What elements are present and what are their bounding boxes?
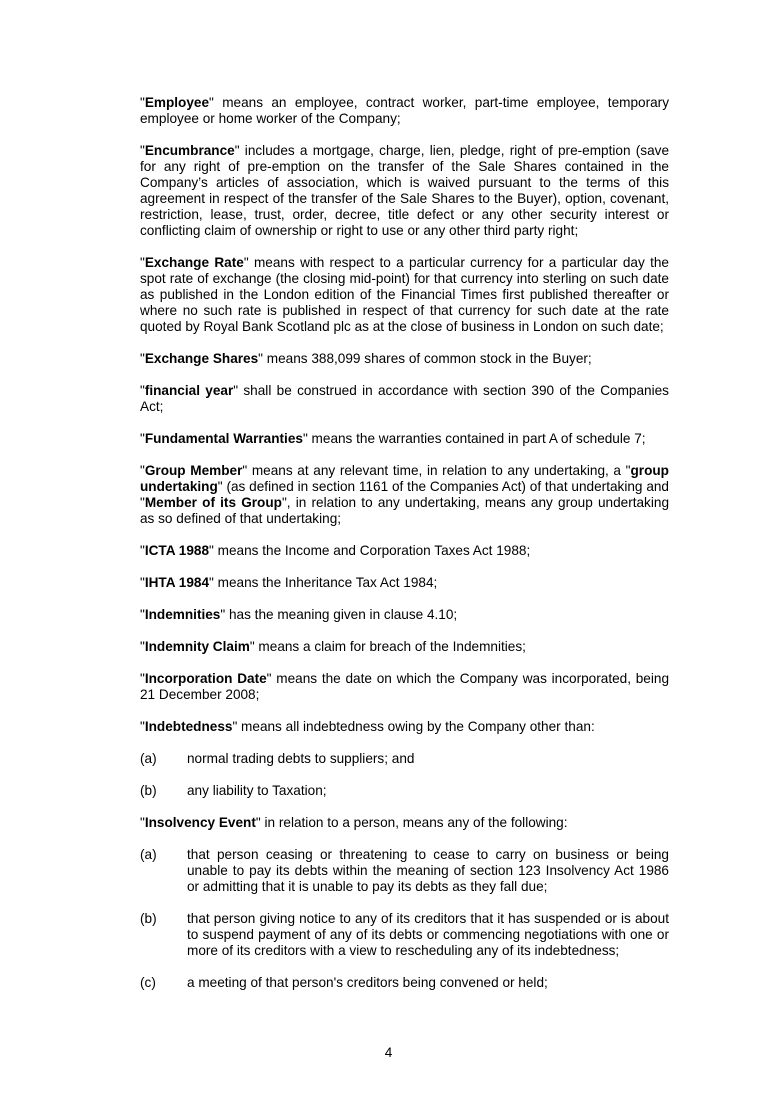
defined-term: Fundamental Warranties	[144, 431, 303, 446]
definition-text: shall be construed in accordance with section 390 of the Companies Act;	[140, 383, 669, 414]
definition-text: has the meaning given in clause 4.10;	[225, 607, 458, 622]
definition-text: means at any relevant time, in relation to any undertaking, a "	[247, 463, 631, 478]
list-item	[140, 783, 669, 799]
definition-text: means with respect to a particular currency for a particular day the spot rate of exchange (the closing mid-point) for that currency into sterling on such date as published in the London edition of the Financial Times first published thereafter or where no such rate is published in respect of that currency for such date at the rate quoted by Royal Bank Scotland plc as at the close of business in London on such date;	[140, 255, 669, 334]
defined-term: Insolvency Event	[144, 815, 256, 830]
definition-text: means the warranties contained in part A of schedule 7;	[307, 431, 646, 446]
definition-text: means all indebtedness owing by the Company other than:	[237, 719, 595, 734]
defined-term: Indebtedness	[144, 719, 233, 734]
list-item-text: that person giving notice to any of its creditors that it has suspended or is about to suspend payment of any of its debts or commencing negotiations with one or more of its creditors with a view to rescheduling any of its indebtedness;	[187, 911, 669, 958]
definition-incorporation-date: "Incorporation Date" means the date on which the Company was incorporated, being 21 December 2008;	[140, 671, 670, 702]
defined-term: group undertaking	[140, 463, 669, 494]
list-item	[140, 911, 669, 959]
document-page	[140, 95, 669, 1007]
defined-term: Indemnity Claim	[144, 639, 250, 654]
list-item-label: (b)	[140, 783, 157, 798]
list-item-label: (b)	[140, 911, 157, 926]
list-item	[140, 975, 669, 991]
defined-term: Member of its Group	[144, 495, 282, 510]
definition-text: includes a mortgage, charge, lien, pledge, right of pre-emption (save for any right of pre-emption on the transfer of the Sale Shares contained in the Company’s articles of association, which is waived pursuant to the terms of this agreement in respect of the transfer of the Sale Shares to the Buyer), option, covenant, restriction, lease, trust, order, decree, title defect or any other security interest or conflicting claim of ownership or right to use or any other third party right;	[140, 143, 669, 238]
definition-text: " (as defined in section 1161 of the Companies Act) of that undertaking and "	[140, 479, 669, 510]
defined-term: Employee	[144, 95, 210, 110]
definition-financial-year: "financial year" shall be construed in accordance with section 390 of the Companies Act;	[140, 383, 669, 414]
defined-term: Encumbrance	[144, 143, 235, 158]
definition-ihta-1984: "IHTA 1984" means the Inheritance Tax Act 1984;	[140, 575, 438, 590]
list-item-label: (a)	[140, 751, 157, 766]
definition-indebtedness: "Indebtedness" means all indebtedness owing by the Company other than:	[140, 719, 595, 734]
definition-text: means 388,099 shares of common stock in the Buyer;	[263, 351, 592, 366]
list-item-text: a meeting of that person's creditors being convened or held;	[187, 975, 548, 990]
definition-text: means the date on which the Company was incorporated, being 21 December 2008;	[140, 671, 670, 702]
definition-icta-1988: "ICTA 1988" means the Income and Corporation Taxes Act 1988;	[140, 543, 531, 558]
definition-exchange-rate: "Exchange Rate" means with respect to a particular currency for a particular day the spot rate of exchange (the closing mid-point) for that currency into sterling on such date as published in the London edition of the Financial Times first published thereafter or where no such rate is published in respect of that currency for such date at the rate quoted by Royal Bank Scotland plc as at the close of business in London on such date;	[140, 255, 669, 334]
list-item-label: (a)	[140, 847, 157, 862]
defined-term: Incorporation Date	[144, 671, 267, 686]
definition-exchange-shares: "Exchange Shares" means 388,099 shares of common stock in the Buyer;	[140, 351, 592, 366]
page-number: 4	[384, 1045, 393, 1060]
list-item-text: normal trading debts to suppliers; and	[187, 751, 415, 766]
definition-text: means an employee, contract worker, part-time employee, temporary employee or home worker of the Company;	[140, 95, 669, 126]
definition-indemnities: "Indemnities" has the meaning given in clause 4.10;	[140, 607, 458, 622]
definition-text: in relation to a person, means any of the following:	[260, 815, 568, 830]
definition-text: ", in relation to any undertaking, means any group undertaking as so defined of that undertaking;	[140, 495, 669, 526]
list-item-text: any liability to Taxation;	[187, 783, 327, 798]
defined-term: IHTA 1984	[144, 575, 210, 590]
defined-term: financial year	[144, 383, 234, 398]
list-item-label: (c)	[140, 975, 156, 990]
defined-term: Exchange Shares	[144, 351, 259, 366]
defined-term: Indemnities	[144, 607, 221, 622]
defined-term: Group Member	[144, 463, 243, 478]
list-item	[140, 847, 669, 895]
definition-encumbrance: "Encumbrance" includes a mortgage, charge, lien, pledge, right of pre-emption (save for any right of pre-emption on the transfer of the Sale Shares contained in the Company’s articles of association, which is waived pursuant to the terms of this agreement in respect of the transfer of the Sale Shares to the Buyer), option, covenant, restriction, lease, trust, order, decree, title defect or any other security interest or conflicting claim of ownership or right to use or any other third party right;	[140, 143, 669, 238]
definition-indemnity-claim: "Indemnity Claim" means a claim for breach of the Indemnities;	[140, 639, 526, 654]
definition-text: means a claim for breach of the Indemnities;	[254, 639, 526, 654]
definition-employee: "Employee" means an employee, contract worker, part-time employee, temporary employee or home worker of the Company;	[140, 95, 669, 126]
definition-insolvency-event: "Insolvency Event" in relation to a person, means any of the following:	[140, 815, 568, 830]
definition-text: means the Inheritance Tax Act 1984;	[213, 575, 438, 590]
defined-term: Exchange Rate	[144, 255, 244, 270]
definition-text: means the Income and Corporation Taxes Act 1988;	[213, 543, 531, 558]
definition-fundamental-warranties: "Fundamental Warranties" means the warranties contained in part A of schedule 7;	[140, 431, 646, 446]
list-item	[140, 751, 669, 767]
defined-term: ICTA 1988	[144, 543, 210, 558]
list-item-text: that person ceasing or threatening to cease to carry on business or being unable to pay its debts within the meaning of section 123 Insolvency Act 1986 or admitting that it is unable to pay its debts as they fall due;	[187, 847, 669, 894]
definition-group-member: "Group Member" means at any relevant time, in relation to any undertaking, a "group undertaking" (as defined in section 1161 of the Companies Act) of that undertaking and "Member of its Group", in relation to any undertaking, means any group undertaking as so defined of that undertaking;	[140, 463, 669, 526]
